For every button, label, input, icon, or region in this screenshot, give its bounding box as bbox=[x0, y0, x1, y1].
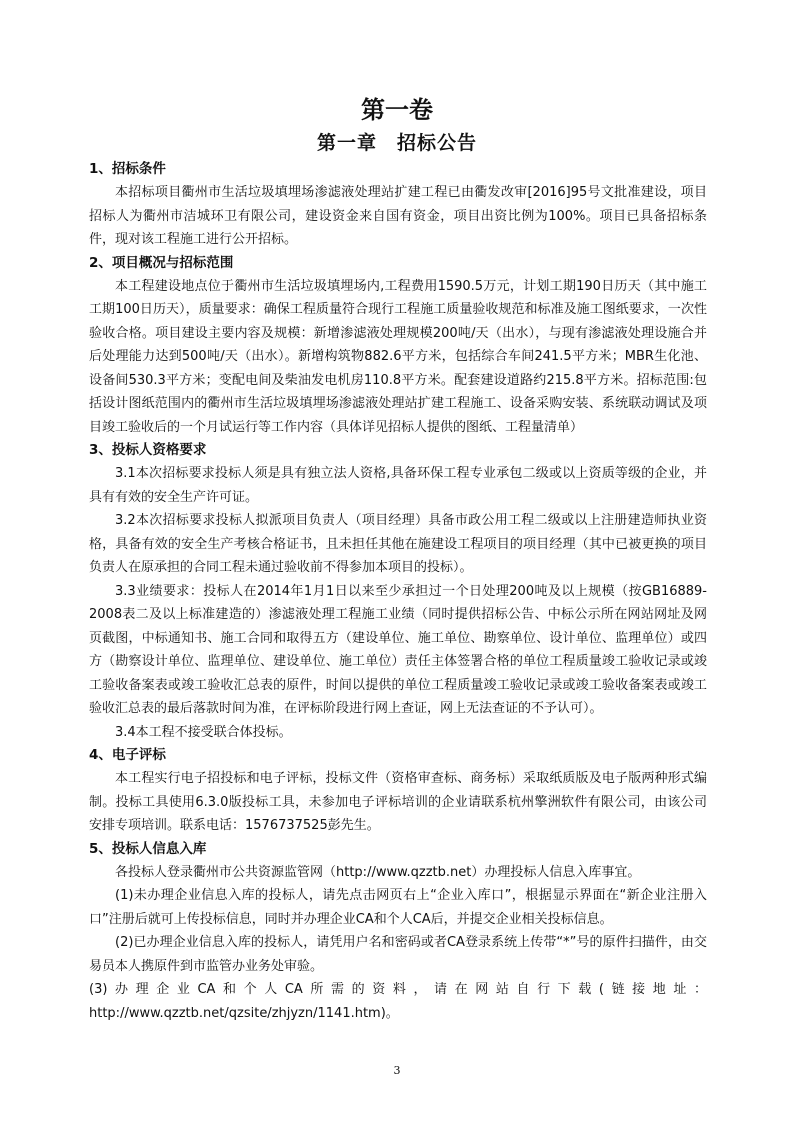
section-heading: 5、投标人信息入库 bbox=[89, 840, 207, 857]
paragraph: (2)已办理企业信息入库的投标人，请凭用户名和密码或者CA登录系统上传带“*”号的原件扫描件，由交易员本人携原件到市监管办业务处审验。 bbox=[89, 935, 707, 974]
paragraph: (3)办理企业CA和个人CA所需的资料，请在网站自行下载(链接地址：http://www.qzztb.net/qzsite/zhjyzn/1141.htm)。 bbox=[89, 982, 707, 1021]
paragraph: 本工程建设地点位于衢州市生活垃圾填埋场内,工程费用1590.5万元，计划工期190日历天（其中施工工期100日历天），质量要求：确保工程质量符合现行工程施工质量验收规范和标准及施工图纸要求，一次性验收合格。项目建设主要内容及规模：新增渗滤液处理规模200吨/天（出水），与现有渗滤液处理设施合并后处理能力达到500吨/天（出水）。新增构筑物882.6平方米，包括综合车间241.5平方米；MBR生化池、设备间530.3平方米；变配电间及柴油发电机房110.8平方米。配套建设道路约215.8平方米。招标范围:包括设计图纸范围内的衢州市生活垃圾填埋场渗滤液处理站扩建工程施工、设备采购安装、系统联动调试及项目竣工验收后的一个月试运行等工作内容（具体详见招标人提供的图纸、工程量清单） bbox=[89, 278, 707, 435]
paragraph: 本工程实行电子招投标和电子评标，投标文件（资格审查标、商务标）采取纸质版及电子版两种形式编制。投标工具使用6.3.0版投标工具，未参加电子评标培训的企业请联系杭州擎洲软件有限公司，由该公司安排专项培训。联系电话：15767375​25彭先生。 bbox=[89, 771, 707, 833]
section-heading: 4、电子评标 bbox=[89, 747, 166, 763]
page-number: 3 bbox=[393, 1064, 401, 1077]
document-body bbox=[89, 158, 707, 1025]
paragraph: 各投标人登录衢州市公共资源监管网（http://www.qzztb.net）办理投标人信息入库事宜。 bbox=[115, 864, 641, 880]
paragraph: 3.2本次招标要求投标人拟派项目负责人（项目经理）具备市政公用工程二级或以上注册建造师执业资格，具备有效的安全生产考核合格证书，且未担任其他在施建设工程项目的项目经理（其中已被更换的项目负责人在原承担的合同工程未通过验收前不得参加本项目的投标）。 bbox=[89, 513, 707, 575]
paragraph: 3.3业绩要求：投标人在2014年1月1日以来至少承担过一个日处理200吨及以上规模（按GB16889-2008表二及以上标准建造的）渗滤液处理工程施工业绩（同时提供招标公告、中标公示所在网站网址及网页截图，中标通知书、施工合同和取得五方（建设单位、施工单位、勘察单位、设计单位、监理单位）或四方（勘察设计单位、监理单位、建设单位、施工单位）责任主体签署合格的单位工程质量竣工验收记录或竣工验收备案表或竣工验收汇总表的原件，时间以提供的单位工程质量竣工验收记录或竣工验收备案表或竣工验收汇总表的最后落款时间为准，在评标阶段进行网上查证，网上无法查证的不予认可）。 bbox=[89, 583, 707, 716]
volume-title: 第一卷 bbox=[361, 96, 433, 124]
section-heading: 3、投标人资格要求 bbox=[89, 442, 207, 458]
paragraph: (1)未办理企业信息入库的投标人，请先点击网页右上“企业入库口”，根据显示界面在“新企业注册入口”注册后就可上传投标信息，同时并办理企业CA和个人CA后，并提交企业相关投标信息。 bbox=[89, 888, 707, 927]
section-heading: 1、招标条件 bbox=[89, 161, 166, 177]
chapter-title: 第一章 招标公告 bbox=[316, 132, 477, 154]
section-heading: 2、项目概况与招标范围 bbox=[89, 254, 234, 271]
paragraph: 3.1本次招标要求投标人须是具有独立法人资格,具备环保工程专业承包二级或以上资质等级的企业，并具有有效的安全生产许可证。 bbox=[89, 466, 707, 505]
paragraph: 本招标项目衢州市生活垃圾填埋场渗滤液处理站扩建工程已由衢发改审[2016]95号文批准建设，项目招标人为衢州市洁城环卫有限公司，建设资金来自国有资金，项目出资比例为100%。项目已具备招标条件，现对该工程施工进行公开招标。 bbox=[89, 185, 707, 247]
paragraph: 3.4本工程不接受联合体投标。 bbox=[115, 724, 292, 740]
